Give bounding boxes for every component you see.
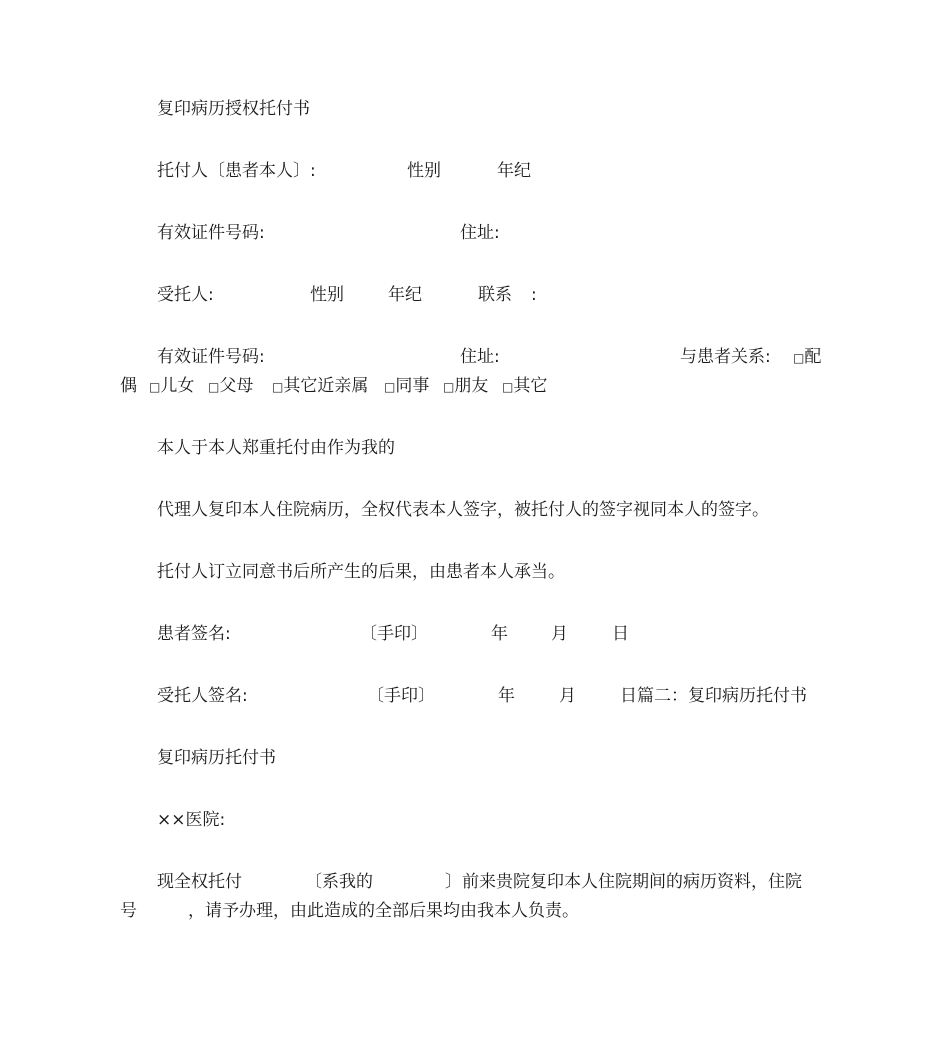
relation-option-children: □儿女	[149, 373, 194, 400]
patient-fingerprint-label: 〔手印〕	[360, 624, 428, 644]
agent-gender-label: 性别	[310, 285, 344, 305]
agent-year-label: 年	[498, 686, 515, 706]
agent-signature-label: 受托人签名:	[157, 686, 248, 706]
title-text: 复印病历授权托付书	[157, 99, 310, 119]
checkbox-icon: □	[793, 351, 805, 365]
relation-option-other: □其它	[502, 373, 547, 400]
document-page: 复印病历授权托付书 托付人〔患者本人〕: 性别 年纪 有效证件号码: 住址: 受托人: 性别 年纪 联系 : 有效证件号码: 住址: 与患者关系: □配 偶 □儿女 □父母 □其它近亲属 □同事 □朋友 □其它 本人于本人郑重托付由作为我的 代理人复印本人住院病历，全权代表本人签字，被托付人的签字视同本人的签字。 托付人订立同意书后所产生的后果，由患者本人承当。 患者签名: 〔手印〕 年 月 日 受托人签名: 〔手印〕 年 月 日篇二：复印病历托付书 复印病历托付书 ××医院: 现全权托付 〔系我的 〕前来贵院复印本人住院期间的病历资料，住院 号 ，请予办理，由此造成的全部后果均由我本人负责。	[0, 0, 950, 1062]
checkbox-icon: □	[208, 380, 220, 394]
checkbox-icon: □	[384, 380, 396, 394]
patient-month-label: 月	[551, 624, 568, 644]
relation-label: 与患者关系:	[680, 347, 771, 367]
paragraph: 本人于本人郑重托付由作为我的	[157, 438, 395, 458]
patient-year-label: 年	[491, 624, 508, 644]
agent-address-label: 住址:	[460, 347, 500, 367]
agent-label: 受托人:	[157, 285, 214, 305]
principal-id-label: 有效证件号码:	[157, 223, 265, 243]
patient-day-label: 日	[612, 624, 629, 644]
agent-month-label: 月	[559, 686, 576, 706]
relation-option-spouse-tail: 偶	[120, 376, 137, 396]
principal-label: 托付人〔患者本人〕:	[157, 161, 316, 181]
checkbox-icon: □	[149, 380, 161, 394]
paragraph: 托付人订立同意书后所产生的后果，由患者本人承当。	[157, 562, 565, 582]
principal-gender-label: 性别	[407, 161, 441, 181]
checkbox-icon: □	[443, 380, 455, 394]
patient-signature-label: 患者签名:	[157, 624, 231, 644]
paragraph: 代理人复印本人住院病历，全权代表本人签字，被托付人的签字视同本人的签字。	[157, 500, 769, 520]
relation-option-spouse-head: □配	[793, 344, 821, 371]
checkbox-icon: □	[502, 380, 514, 394]
relation-option-relatives: □其它近亲属	[272, 373, 368, 400]
agent-age-label: 年纪	[388, 285, 422, 305]
relation-option-parents: □父母	[208, 373, 253, 400]
relation-option-friend: □朋友	[443, 373, 488, 400]
agent-fingerprint-label: 〔手印〕	[367, 686, 435, 706]
principal-address-label: 住址:	[460, 223, 500, 243]
checkbox-icon: □	[272, 380, 284, 394]
agent-id-label: 有效证件号码:	[157, 347, 265, 367]
relation-option-colleague: □同事	[384, 373, 429, 400]
agent-day-label: 日篇二：复印病历托付书	[620, 686, 807, 706]
agent-contact-colon: :	[531, 285, 537, 305]
document-title	[157, 96, 310, 122]
section-title: 复印病历托付书	[157, 748, 276, 768]
hospital-salutation: ××医院:	[157, 810, 226, 830]
agent-contact-label: 联系	[478, 285, 512, 305]
principal-age-label: 年纪	[497, 161, 531, 181]
